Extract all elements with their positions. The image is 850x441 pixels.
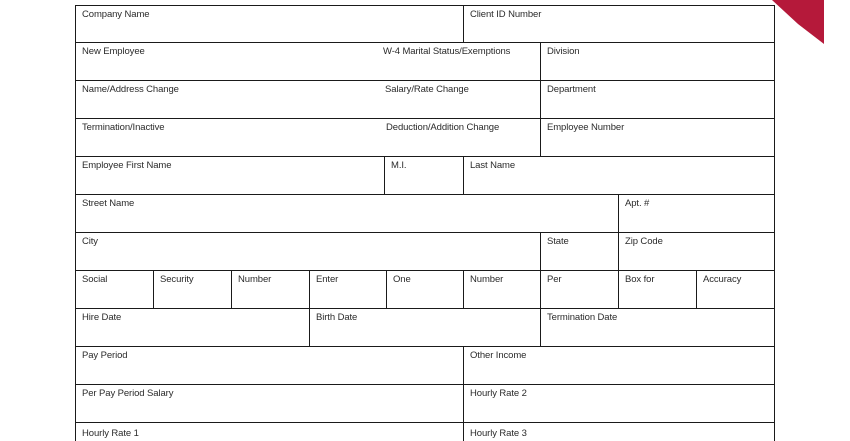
client-id-field[interactable] [463,5,775,44]
pay-period-field[interactable] [75,346,465,386]
zip-code-field[interactable] [618,232,775,271]
city-field[interactable] [75,232,542,271]
apt-label: Apt. # [625,198,650,209]
new-employee-label: New Employee [82,46,145,57]
hire-date-field[interactable] [75,308,311,348]
ssn-digit-2[interactable] [153,270,233,309]
ssn-digit-4[interactable] [309,270,388,309]
deduction-addition-change-label: Deduction/Addition Change [386,122,500,133]
hourly-rate-1-label: Hourly Rate 1 [82,428,139,439]
hourly-rate-1-field[interactable] [75,422,465,441]
last-name-field[interactable] [463,156,775,195]
per-pay-period-salary-label: Per Pay Period Salary [82,388,174,399]
per-label: Per [547,274,562,285]
termination-inactive-field[interactable] [75,118,542,157]
employee-number-label: Employee Number [547,122,625,133]
birth-date-label: Birth Date [316,312,358,323]
division-label: Division [547,46,580,57]
other-income-field[interactable] [463,346,775,386]
street-name-label: Street Name [82,198,135,209]
pay-period-label: Pay Period [82,350,128,361]
accuracy-label: Accuracy [703,274,742,285]
name-address-change-label: Name/Address Change [82,84,179,95]
salary-rate-change-label: Salary/Rate Change [385,84,469,95]
security-label: Security [160,274,194,285]
department-label: Department [547,84,596,95]
box-for-label: Box for [625,274,655,285]
company-name-label: Company Name [82,9,150,20]
company-name-field[interactable] [75,5,465,44]
apt-field[interactable] [618,194,775,233]
birth-date-field[interactable] [309,308,542,348]
ssn-digit-9[interactable] [696,270,775,309]
zip-code-label: Zip Code [625,236,663,247]
ssn-digit-6[interactable] [463,270,542,309]
other-income-label: Other Income [470,350,527,361]
middle-initial-field[interactable] [384,156,465,195]
department-field[interactable] [540,80,775,119]
state-field[interactable] [540,232,620,271]
per-pay-period-salary-field[interactable] [75,384,465,424]
employee-first-name-label: Employee First Name [82,160,172,171]
ssn-digit-8[interactable] [618,270,698,309]
one-label: One [393,274,411,285]
city-label: City [82,236,98,247]
termination-inactive-label: Termination/Inactive [82,122,165,133]
client-id-label: Client ID Number [470,9,542,20]
hourly-rate-3-field[interactable] [463,422,775,441]
social-label: Social [82,274,108,285]
enter-label: Enter [316,274,339,285]
middle-initial-label: M.I. [391,160,407,171]
ssn-digit-3[interactable] [231,270,311,309]
state-label: State [547,236,569,247]
number-label-2: Number [470,274,504,285]
hourly-rate-2-label: Hourly Rate 2 [470,388,527,399]
ssn-digit-7[interactable] [540,270,620,309]
hire-date-label: Hire Date [82,312,122,323]
last-name-label: Last Name [470,160,516,171]
hourly-rate-3-label: Hourly Rate 3 [470,428,527,439]
name-address-change-field[interactable] [75,80,542,119]
termination-date-label: Termination Date [547,312,618,323]
street-name-field[interactable] [75,194,620,233]
number-label-1: Number [238,274,272,285]
employee-number-field[interactable] [540,118,775,157]
w4-status-label: W-4 Marital Status/Exemptions [383,46,511,57]
ssn-digit-5[interactable] [386,270,465,309]
corner-ribbon-decoration [760,0,850,50]
division-field[interactable] [540,42,775,81]
employee-first-name-field[interactable] [75,156,386,195]
new-employee-field[interactable] [75,42,542,81]
ssn-digit-1[interactable] [75,270,155,309]
termination-date-field[interactable] [540,308,775,348]
ribbon-shape [772,0,824,44]
hourly-rate-2-field[interactable] [463,384,775,424]
